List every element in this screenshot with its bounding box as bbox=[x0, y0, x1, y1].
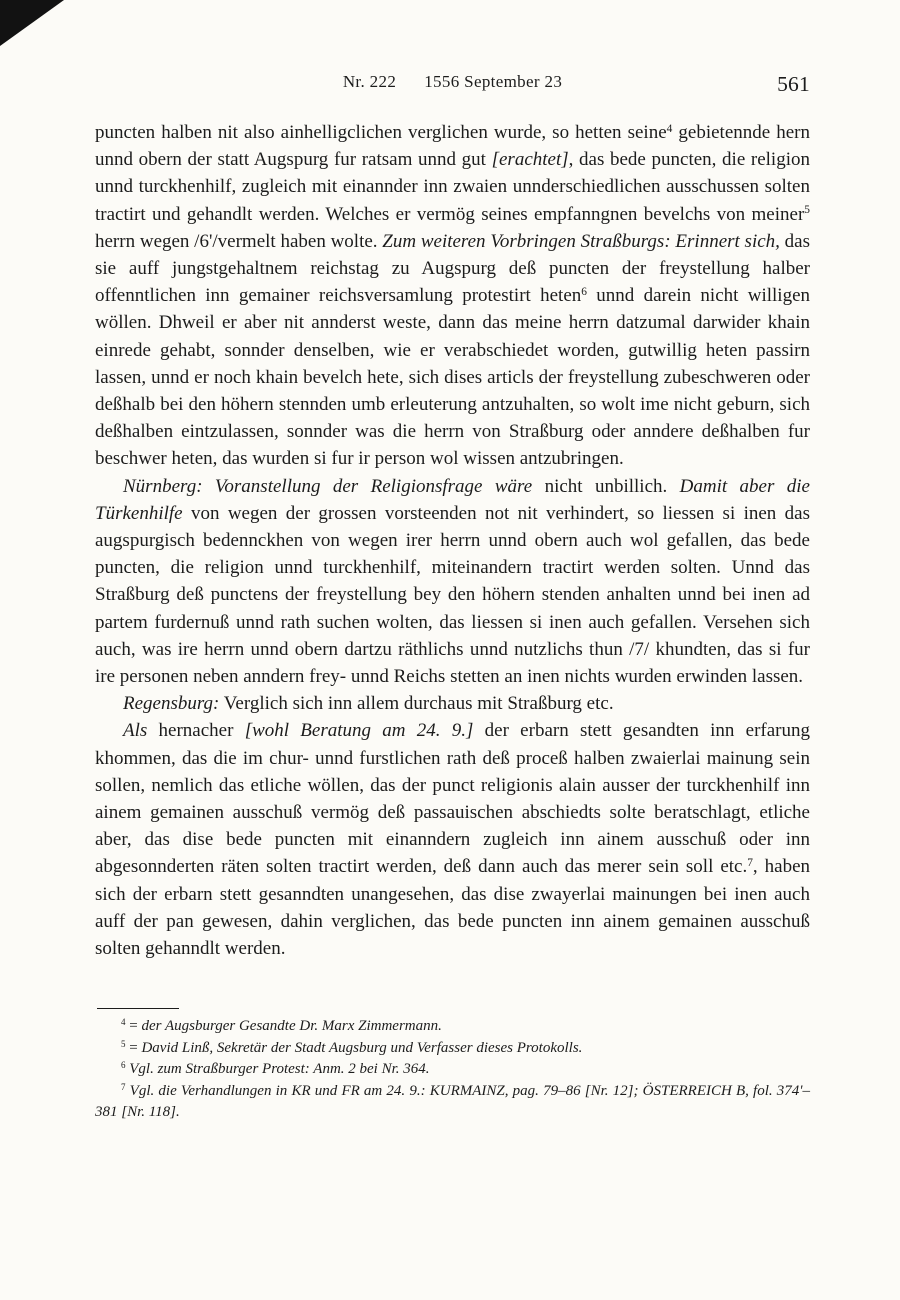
text-run: nicht unbillich. bbox=[532, 475, 680, 497]
paragraph bbox=[95, 690, 810, 717]
text-run: herrn wegen /6'/vermelt haben wolte. bbox=[95, 230, 383, 252]
text-run: der erbarn stett gesandten inn erfarung khommen, das die im chur- unnd furstlichen rath deß proceß halben zwaierlai mainung sein sollen, nemlich das etliche wöllen, das der punct religionis alain ausser der turckhenhilf inn ainem gemainen ausschuß vermög deß passauischen abschiedts solte beratschlagt, etliche aber, das dise bede puncten mit einanndern zugleich inn ainem ausschuß oder inn abgesonnderten räten solten tractirt werden, deß dann auch das merer sein soll etc. bbox=[95, 720, 810, 878]
text-run: gebietennde hern unnd obern der statt Augspurg fur ratsam unnd gut bbox=[95, 122, 810, 171]
body-text bbox=[95, 119, 810, 962]
paragraph bbox=[95, 473, 810, 691]
text-run: , haben sich der erbarn stett gesanndten unangesehen, das dise zwayerlai mainungen bei inen auch auff der pan gewesen, dahin verglichen, das bede puncten inn ainem gemainen ausschuß solten gehanndlt werden. bbox=[95, 856, 810, 960]
footnote-ref: 6 bbox=[581, 285, 587, 298]
paragraph bbox=[95, 119, 810, 473]
footnote-ref: 5 bbox=[121, 1038, 126, 1049]
text-run: = bbox=[125, 1018, 142, 1035]
text-run: von wegen der grossen vorsteenden not nit verhindert, so liessen si inen das augspurgisch bedennckhen von wegen irer herrn unnd obern auch wol gefallen, das bede puncten, die religion unnd turckhenhilf, miteinandern tractirt werden solten. Unnd das Straßburg deß punctens der freystellung bey den höhern stenden anhalten unnd bei inen ad partem furdernuß unnd rath suchen wolten, das liessen si inen auch gefallen. Versehen sich auch, was ire herrn unnd obern dartzu räthlichs unnd nutzlichs thun /7/ khundten, das si fur ire personen neben anndern frey- unnd Reichs stetten an inen nichts wurden erwinden lassen. bbox=[95, 502, 810, 688]
text-run: Zum weiteren Vorbringen Straßburgs: Erinnert sich, bbox=[382, 230, 780, 252]
text-run: [erachtet] bbox=[491, 149, 569, 171]
text-run: [wohl Beratung am 24. 9.] bbox=[244, 720, 474, 742]
text-run: Vgl. die Verhandlungen in KR und FR am 24. 9.: KURMAINZ, pag. 79–86 [Nr. 12]; ÖSTERREICH B, fol. 374'–381 [Nr. 118]. bbox=[95, 1082, 811, 1121]
text-run: unnd darein nicht willigen wöllen. Dhweil er aber nit annderst weste, dann das meine herrn datzumal darwider khain einrede gehabt, sonnder denselben, wie er verabschiedet worden, gutwillig heten passirn lassen, unnd er noch khain bevelch hete, sich dises articls der freystellung zubeschweren oder deßhalb bei den höhern stennden umb erleuterung antzuhalten, so wolt ime nicht geburn, sich deßhalben eintzulassen, sonnder was die herrn von Straßburg oder anndere deßhalben fur beschwer heten, das wurden si fur ir person wol wissen antzubringen. bbox=[95, 285, 811, 470]
page-header bbox=[95, 70, 810, 94]
footnote-ref: 4 bbox=[666, 122, 673, 135]
footnote bbox=[95, 1059, 810, 1081]
text-run: Als bbox=[123, 720, 148, 742]
text-run: Verglich sich inn allem durchaus mit Straßburg etc. bbox=[219, 693, 614, 715]
footnote bbox=[95, 1081, 810, 1124]
doc-date: 1556 September 23 bbox=[424, 72, 563, 91]
text-run: das sie auff jungstgehaltnem reichstag zu Augspurg deß puncten der freystellung halber offenntlichen inn gemainer reichsversamlung protestirt heten bbox=[95, 230, 810, 307]
doc-number: Nr. 222 bbox=[342, 72, 397, 91]
footnote bbox=[95, 1038, 810, 1060]
text-run: = bbox=[125, 1039, 142, 1056]
text-run: hernacher bbox=[147, 720, 245, 742]
footnote-ref: 6 bbox=[121, 1060, 126, 1071]
paragraph bbox=[95, 717, 810, 962]
page-number: 561 bbox=[777, 72, 810, 96]
footnote-rule bbox=[97, 1008, 179, 1009]
running-head bbox=[343, 72, 562, 91]
footnotes bbox=[95, 1016, 810, 1124]
text-run: , das bede puncten, die religion unnd turckhenhilf, zugleich mit einannder inn zwaien unnderschiedlichen ausschussen solten tractirt und gehandlt werden. Welches er vermög seines empfanngnen bevelchs von meiner bbox=[95, 149, 810, 225]
scan-corner-artifact bbox=[0, 0, 64, 46]
text-run: der Augsburger Gesandte Dr. Marx Zimmermann. bbox=[141, 1018, 442, 1035]
text-run: puncten halben nit also ainhelligclichen verglichen wurde, so hetten seine bbox=[95, 122, 667, 143]
text-run: Damit aber die Türkenhilfe bbox=[95, 475, 810, 524]
footnote bbox=[95, 1016, 810, 1038]
text-run: Vgl. zum Straßburger Protest: Anm. 2 bei Nr. 364. bbox=[129, 1061, 430, 1078]
footnote-block bbox=[95, 1008, 810, 1124]
footnote-ref: 7 bbox=[747, 857, 753, 870]
footnote-ref: 7 bbox=[121, 1081, 126, 1092]
text-run: Regensburg: bbox=[123, 693, 220, 715]
text-run: David Linß, Sekretär der Stadt Augsburg und Verfasser dieses Protokolls. bbox=[141, 1039, 583, 1056]
text-run: Nürnberg: Voranstellung der Religionsfrage wäre bbox=[123, 475, 533, 497]
footnote-ref: 5 bbox=[804, 204, 810, 217]
footnote-ref: 4 bbox=[121, 1017, 126, 1028]
